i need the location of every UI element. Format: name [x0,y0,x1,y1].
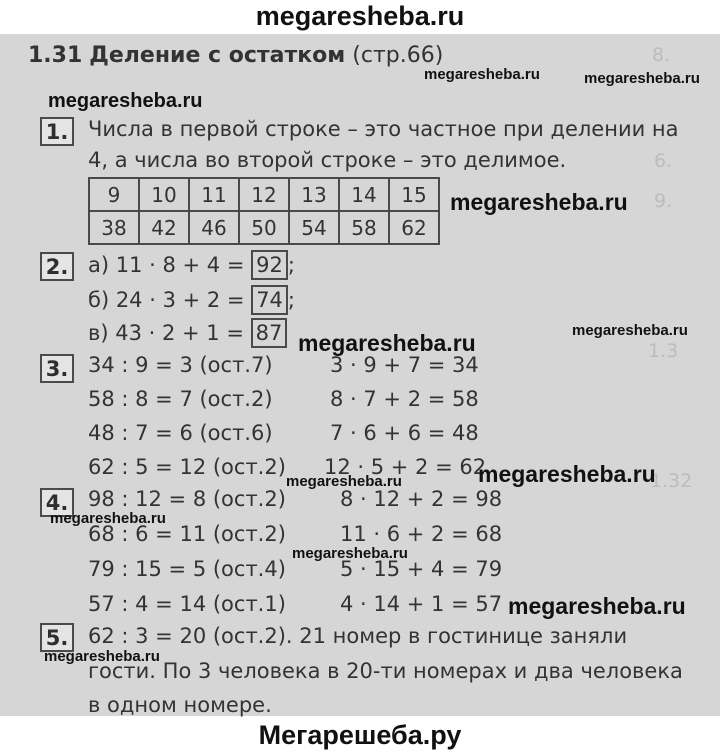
watermark: megaresheba.ru [450,189,628,215]
task-3-check-1: 3 · 9 + 7 = 34 [330,353,479,377]
expression: б) 24 · 3 + 2 = [88,288,252,312]
task-2-item-c [88,318,287,348]
punct: ; [287,288,295,312]
task-3-number: 3. [40,354,74,383]
bleed-number-6: 6. [654,150,673,172]
watermark: megaresheba.ru [48,90,203,112]
task-4-div-3: 79 : 15 = 5 (ост.4) [88,557,286,581]
table-cell: 62 [389,211,439,244]
expression: а) 11 · 8 + 4 = [88,253,252,277]
task-4-check-4: 4 · 14 + 1 = 57 [340,592,503,616]
task-5-line-1: 62 : 3 = 20 (ост.2). 21 номер в гостинице заняли [88,624,628,648]
table-cell: 12 [239,178,289,211]
punct: ; [287,253,295,277]
answer-box: 74 [251,285,288,315]
expression: в) 43 · 2 + 1 = [88,321,251,345]
watermark: megaresheba.ru [478,461,656,487]
section-number: 1.31 [28,43,83,68]
task-3-div-4: 62 : 5 = 12 (ост.2) [88,455,286,479]
task-3-div-3: 48 : 7 = 6 (ост.6) [88,421,273,445]
watermark: megaresheba.ru [298,330,476,356]
task-1-text-line1: Числа в первой строке – это частное при делении на [88,117,679,141]
table-cell: 42 [139,211,189,244]
watermark: megaresheba.ru [584,70,700,87]
table-cell: 9 [89,178,139,211]
watermark: megaresheba.ru [44,648,160,665]
task-2-item-b [88,285,295,315]
bleed-number-1-3: 1.3 [648,340,679,362]
bleed-heading-1-32: 1.32 [650,470,693,492]
table-cell: 14 [339,178,389,211]
task-4-check-1: 8 · 12 + 2 = 98 [340,487,503,511]
task-3-div-1: 34 : 9 = 3 (ост.7) [88,353,273,377]
section-title: Деление с остатком [89,43,346,68]
section-page: (стр.66) [352,43,444,68]
watermark: megaresheba.ru [508,593,686,619]
watermark: megaresheba.ru [424,66,540,83]
bleed-number-8: 8. [652,44,671,66]
table-cell: 15 [389,178,439,211]
table-cell: 10 [139,178,189,211]
table-row-quotients [89,178,439,211]
task-4-div-1: 98 : 12 = 8 (ост.2) [88,487,286,511]
table-cell: 54 [289,211,339,244]
task-4-number: 4. [40,488,74,517]
task-3-div-2: 58 : 8 = 7 (ост.2) [88,387,273,411]
task-3-check-2: 8 · 7 + 2 = 58 [330,387,479,411]
table-cell: 38 [89,211,139,244]
watermark: megaresheba.ru [292,545,408,562]
watermark: megaresheba.ru [286,473,402,490]
task-4-div-4: 57 : 4 = 14 (ост.1) [88,592,286,616]
task-2-item-a [88,250,295,280]
task-5-line-2: гости. По 3 человека в 20-ти номерах и два человека [88,659,683,683]
table-cell: 50 [239,211,289,244]
task-4-div-2: 68 : 6 = 11 (ост.2) [88,522,286,546]
watermark: megaresheba.ru [50,510,166,527]
task-3-check-4: 12 · 5 + 2 = 62 [324,455,487,479]
table-cell: 46 [189,211,239,244]
table-row-dividends [89,211,439,244]
watermark: megaresheba.ru [572,322,688,339]
table-cell: 13 [289,178,339,211]
section-heading [28,43,443,68]
task-4-check-3: 5 · 15 + 4 = 79 [340,557,503,581]
top-site-banner: megaresheba.ru [0,0,720,34]
answer-box: 92 [251,250,288,280]
answer-box: 87 [251,318,288,348]
task-1-text-line2: 4, а числа во второй строке – это делимое. [88,148,567,172]
task-1-table [88,177,440,245]
task-1-number: 1. [40,117,74,146]
task-3-check-3: 7 · 6 + 6 = 48 [330,421,479,445]
bottom-site-banner: Мегарешеба.ру [0,716,720,754]
task-2-number: 2. [40,252,74,281]
table-cell: 11 [189,178,239,211]
table-cell: 58 [339,211,389,244]
bleed-number-9: 9. [654,190,673,212]
task-5-number: 5. [40,623,74,652]
task-4-check-2: 11 · 6 + 2 = 68 [340,522,503,546]
task-5-line-3: в одном номере. [88,693,272,717]
